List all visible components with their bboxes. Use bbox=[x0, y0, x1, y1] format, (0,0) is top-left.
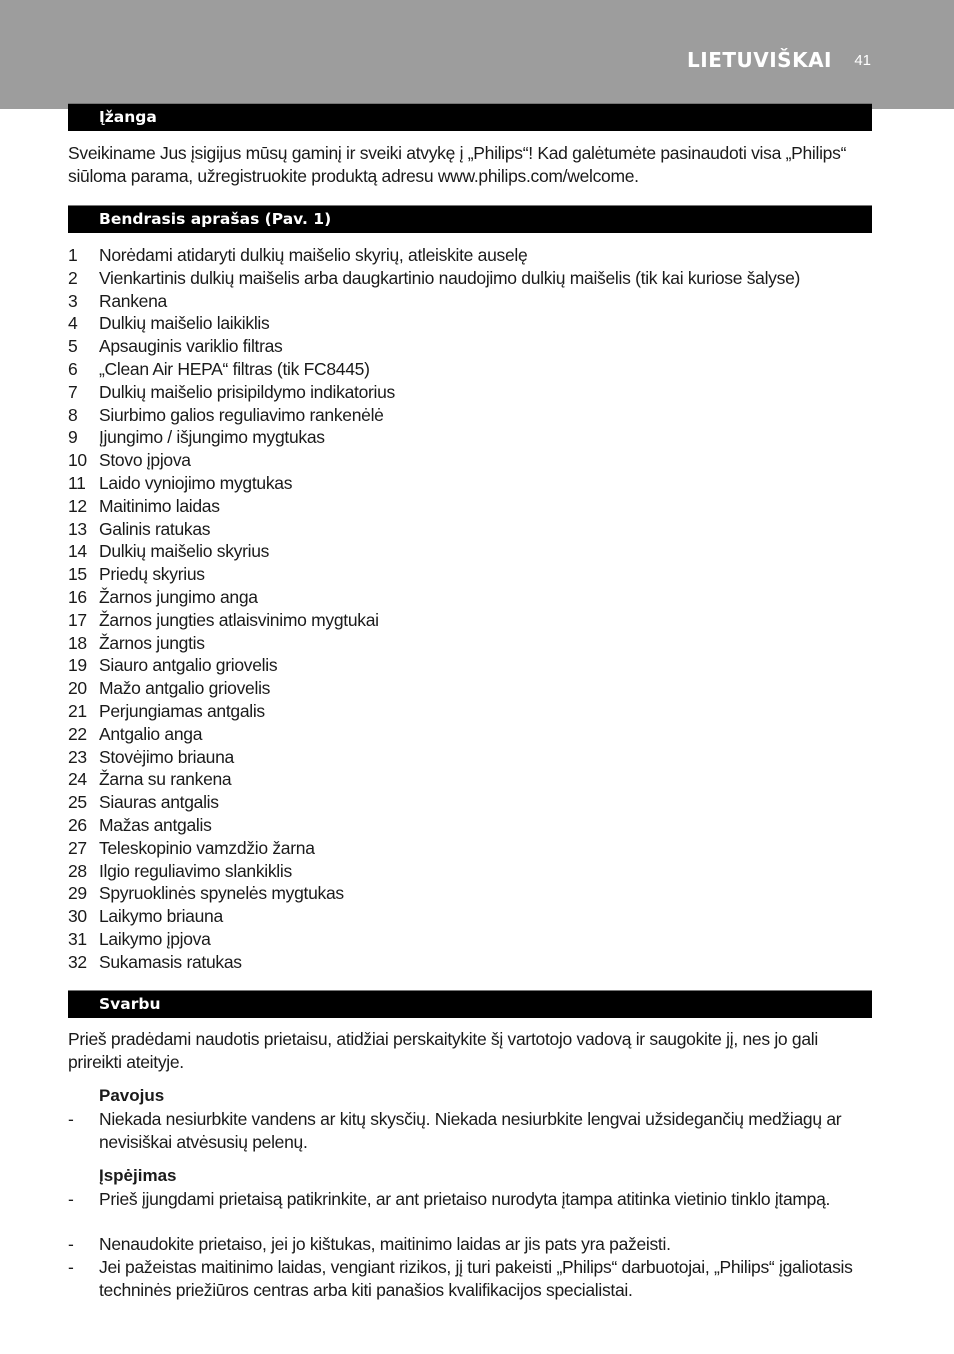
list-item bbox=[68, 449, 874, 472]
list-item bbox=[68, 768, 874, 791]
bullet-text: Niekada nesiurbkite vandens ar kitų skysčių. Niekada nesiurbkite lengvai užsidegančių medžiagų ar nevisiškai atvėsusių pelenų. bbox=[99, 1109, 842, 1152]
list-item bbox=[68, 860, 874, 883]
parts-list bbox=[68, 244, 874, 974]
item-number: 32 bbox=[68, 951, 87, 972]
item-number: 5 bbox=[68, 336, 78, 357]
item-number: 8 bbox=[68, 404, 78, 425]
item-number: 18 bbox=[68, 632, 87, 653]
item-number: 27 bbox=[68, 837, 87, 858]
item-text: Siurbimo galios reguliavimo rankenėlė bbox=[99, 404, 384, 425]
item-text: Teleskopinio vamzdžio žarna bbox=[99, 837, 315, 858]
danger-heading: Pavojus bbox=[99, 1086, 165, 1105]
list-item bbox=[68, 518, 874, 541]
list-item bbox=[68, 837, 874, 860]
item-text: Priedų skyrius bbox=[99, 564, 205, 585]
item-text: Perjungiamas antgalis bbox=[99, 700, 265, 721]
item-number: 1 bbox=[68, 245, 78, 265]
item-number: 7 bbox=[68, 381, 78, 402]
item-number: 2 bbox=[68, 267, 78, 288]
section-heading-intro: Įžanga bbox=[68, 103, 872, 131]
list-item bbox=[68, 746, 874, 769]
list-item bbox=[68, 928, 874, 951]
list-item bbox=[68, 882, 874, 905]
bullet-dash: - bbox=[68, 1234, 74, 1254]
item-text: „Clean Air HEPA“ filtras (tik FC8445) bbox=[99, 358, 370, 379]
item-text: Apsauginis variklio filtras bbox=[99, 336, 283, 357]
item-text: Žarnos jungimo anga bbox=[99, 586, 258, 607]
list-item bbox=[68, 609, 874, 632]
item-number: 23 bbox=[68, 746, 87, 767]
bullet-dash: - bbox=[68, 1257, 74, 1277]
list-item bbox=[68, 404, 874, 427]
bullet-text: Nenaudokite prietaiso, jei jo kištukas, maitinimo laidas ar jis pats yra pažeisti. bbox=[99, 1234, 671, 1254]
item-text: Sukamasis ratukas bbox=[99, 951, 242, 972]
item-number: 3 bbox=[68, 290, 78, 311]
item-text: Ilgio reguliavimo slankiklis bbox=[99, 860, 292, 881]
item-number: 6 bbox=[68, 358, 78, 379]
item-number: 22 bbox=[68, 723, 87, 744]
item-text: Žarnos jungties atlaisvinimo mygtukai bbox=[99, 609, 379, 630]
item-text: Norėdami atidaryti dulkių maišelio skyrių, atleiskite auselę bbox=[99, 245, 528, 265]
item-text: Laikymo įpjova bbox=[99, 928, 211, 949]
bullet-dash: - bbox=[68, 1189, 74, 1209]
warning-bullet bbox=[68, 1233, 874, 1256]
list-item bbox=[68, 540, 874, 563]
list-item bbox=[68, 290, 874, 313]
bullet-dash: - bbox=[68, 1109, 74, 1129]
warning-bullet bbox=[68, 1188, 874, 1211]
item-number: 12 bbox=[68, 495, 87, 516]
item-text: Siauro antgalio griovelis bbox=[99, 655, 278, 676]
item-text: Vienkartinis dulkių maišelis arba daugkartinio naudojimo dulkių maišelis (tik kai kuriose šalyse) bbox=[99, 267, 801, 288]
item-number: 16 bbox=[68, 586, 87, 607]
item-text: Siauras antgalis bbox=[99, 792, 219, 813]
item-number: 10 bbox=[68, 450, 87, 471]
item-number: 25 bbox=[68, 792, 87, 813]
item-text: Maitinimo laidas bbox=[99, 495, 220, 516]
item-text: Galinis ratukas bbox=[99, 518, 211, 539]
important-paragraph: Prieš pradėdami naudotis prietaisu, atidžiai perskaitykite šį vartotojo vadovą ir saugokite jį, nes jo gali prireikti ateityje. bbox=[68, 1029, 818, 1072]
section-heading-description: Bendrasis aprašas (Pav. 1) bbox=[68, 205, 872, 233]
item-text: Stovėjimo briauna bbox=[99, 746, 234, 767]
item-text: Rankena bbox=[99, 290, 167, 311]
list-item bbox=[68, 426, 874, 449]
item-number: 30 bbox=[68, 906, 87, 927]
item-number: 11 bbox=[68, 472, 86, 493]
item-text: Laido vyniojimo mygtukas bbox=[99, 472, 293, 493]
list-item bbox=[68, 244, 874, 267]
item-number: 24 bbox=[68, 769, 87, 790]
section-heading-important: Svarbu bbox=[68, 990, 872, 1018]
item-text: Dulkių maišelio skyrius bbox=[99, 541, 270, 562]
bullet-text: Jei pažeistas maitinimo laidas, vengiant rizikos, jį turi pakeisti „Philips“ darbuotojai, „Philips“ įgaliotasis techninės priežiūros centras arba kiti panašios kvalifikacijos specialistai. bbox=[99, 1257, 853, 1300]
bullet-text: Prieš įjungdami prietaisą patikrinkite, ar ant prietaiso nurodyta įtampa atitinka vietinio tinklo įtampą. bbox=[99, 1189, 831, 1209]
list-item bbox=[68, 472, 874, 495]
item-number: 31 bbox=[68, 928, 87, 949]
header-band bbox=[0, 0, 954, 109]
danger-bullet bbox=[68, 1108, 874, 1153]
list-item bbox=[68, 814, 874, 837]
list-item bbox=[68, 905, 874, 928]
list-item bbox=[68, 586, 874, 609]
list-item bbox=[68, 563, 874, 586]
item-number: 4 bbox=[68, 313, 78, 334]
list-item bbox=[68, 677, 874, 700]
item-number: 29 bbox=[68, 883, 87, 904]
list-item bbox=[68, 700, 874, 723]
list-item bbox=[68, 267, 874, 290]
item-text: Žarna su rankena bbox=[99, 769, 232, 790]
item-text: Žarnos jungtis bbox=[99, 632, 205, 653]
list-item bbox=[68, 335, 874, 358]
list-item bbox=[68, 358, 874, 381]
item-number: 17 bbox=[68, 609, 87, 630]
item-text: Dulkių maišelio laikiklis bbox=[99, 313, 270, 334]
language-title: LIETUVIŠKAI bbox=[687, 48, 832, 72]
item-text: Spyruoklinės spynelės mygtukas bbox=[99, 883, 344, 904]
list-item bbox=[68, 381, 874, 404]
list-item bbox=[68, 791, 874, 814]
intro-paragraph: Sveikiname Jus įsigijus mūsų gaminį ir sveiki atvykę į „Philips“! Kad galėtumėte pasinaudoti visa „Philips“ siūloma parama, užregistruokite produktą adresu www.philips.com/welcome. bbox=[68, 143, 847, 186]
warning-heading: Įspėjimas bbox=[99, 1166, 177, 1185]
item-number: 14 bbox=[68, 541, 87, 562]
list-item bbox=[68, 632, 874, 655]
warning-bullet bbox=[68, 1256, 874, 1301]
list-item bbox=[68, 312, 874, 335]
item-number: 20 bbox=[68, 678, 87, 699]
item-text: Mažas antgalis bbox=[99, 814, 212, 835]
item-text: Įjungimo / išjungimo mygtukas bbox=[99, 427, 325, 448]
item-text: Antgalio anga bbox=[99, 723, 203, 744]
item-number: 26 bbox=[68, 814, 87, 835]
item-number: 21 bbox=[68, 700, 87, 721]
item-number: 9 bbox=[68, 427, 78, 448]
list-item bbox=[68, 951, 874, 974]
list-item bbox=[68, 723, 874, 746]
item-number: 13 bbox=[68, 518, 87, 539]
list-item bbox=[68, 654, 874, 677]
list-item bbox=[68, 495, 874, 518]
page-number: 41 bbox=[854, 52, 871, 69]
item-text: Stovo įpjova bbox=[99, 450, 191, 471]
item-text: Dulkių maišelio prisipildymo indikatorius bbox=[99, 381, 396, 402]
item-text: Mažo antgalio griovelis bbox=[99, 678, 271, 699]
item-number: 19 bbox=[68, 655, 87, 676]
item-number: 15 bbox=[68, 564, 87, 585]
item-number: 28 bbox=[68, 860, 87, 881]
item-text: Laikymo briauna bbox=[99, 906, 223, 927]
